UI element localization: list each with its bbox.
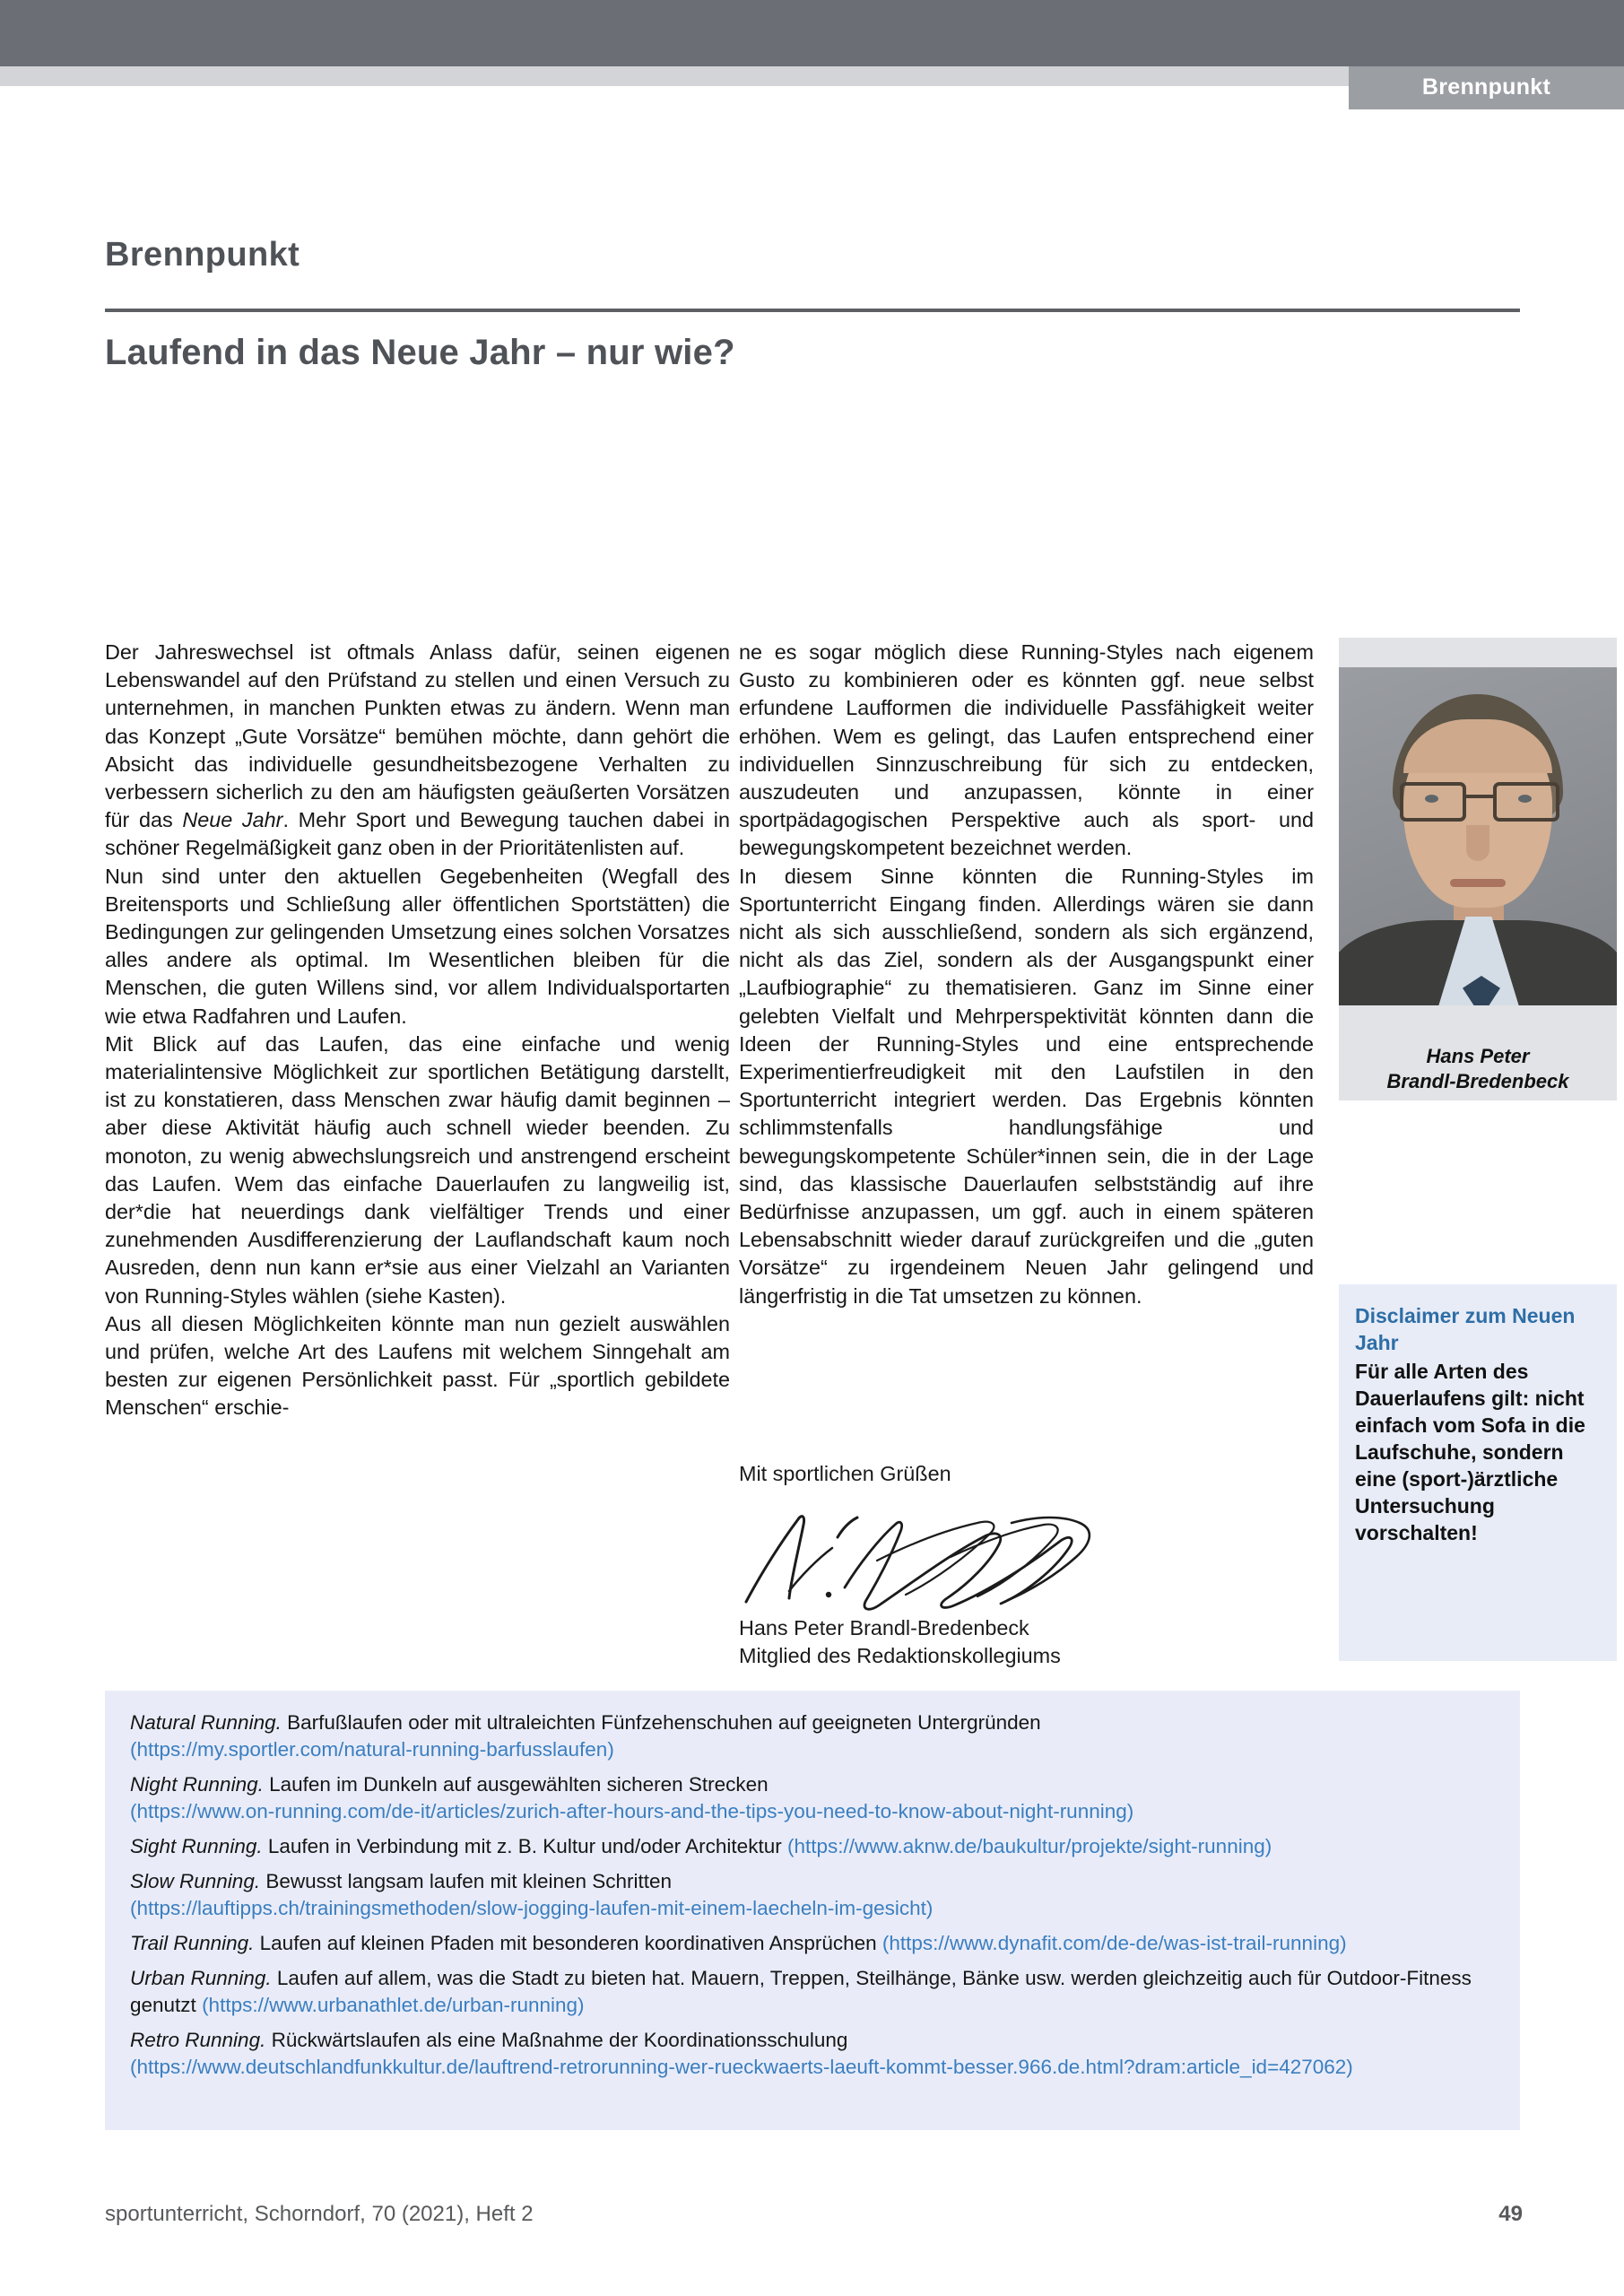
running-style-url[interactable]: (https://www.urbanathlet.de/urban-running)	[202, 1994, 585, 2016]
author-role: Mitglied des Redaktionskollegiums	[739, 1644, 1061, 1668]
title-divider	[105, 309, 1520, 312]
author-photo	[1339, 667, 1617, 1005]
disclaimer-text: Für alle Arten des Dauerlaufens gilt: nicht einfach vom Sofa in die Laufschuhe, sondern eine (sport-)ärztliche Untersuchung vorschalten!	[1355, 1360, 1585, 1544]
paragraph: In diesem Sinne könnten die Running-Styles im Sportunterricht Eingang finden. Allerdings wären sie dann nicht als sich ausschließend, sondern als sich ergänzend, nicht als das Ziel, sondern als der Ausgangspunkt einer „Laufbiographie“ zu thematisieren. Ganz im Sinne einer gelebten Vielfalt und Mehrperspektivität könnten dann die Ideen der Running-Styles und eine entsprechende Experimentierfreudigkeit mit den Laufstilen in den Sportunterricht integriert werden. Das Ergebnis könnten schlimmstenfalls handlungsfähige und bewegungskompetente Schüler*innen sein, die in der Lage sind, das klassische Dauerlaufen selbstständig auf ihre Bedürfnisse anzupassen, um ggf. auch in einem späteren Lebensabschnitt wieder darauf zurückgreifen und die „guten Vorsätze“ zu irgendeinem Neuen Jahr gelingend und längerfristig in die Tat umsetzen zu können.	[739, 864, 1314, 1308]
running-style-entry	[130, 1930, 1509, 1957]
running-style-url[interactable]: (https://my.sportler.com/natural-running-barfusslaufen)	[130, 1738, 614, 1761]
running-head-label: Brennpunkt	[1349, 66, 1624, 109]
running-style-url[interactable]: (https://www.aknw.de/baukultur/projekte/sight-running)	[786, 1835, 1272, 1857]
signoff-greeting: Mit sportlichen Grüßen	[739, 1462, 951, 1485]
running-style-entry	[130, 1868, 1509, 1922]
running-style-url[interactable]: (https://www.dynafit.com/de-de/was-ist-trail-running)	[881, 1932, 1347, 1954]
disclaimer-content	[1355, 1302, 1602, 1546]
body-column-middle	[739, 639, 1314, 1310]
glasses-icon	[1396, 782, 1563, 823]
running-styles-list	[130, 1709, 1509, 2089]
photo-caption	[1339, 1044, 1617, 1094]
signature-image	[743, 1505, 1137, 1617]
signoff-name-block	[739, 1614, 1314, 1670]
running-style-entry	[130, 1709, 1509, 1763]
running-style-name: Retro Running.	[130, 2029, 266, 2051]
running-style-description: Bewusst langsam laufen mit kleinen Schritten	[260, 1870, 673, 1892]
running-style-entry	[130, 2027, 1509, 2081]
paragraph: Der Jahreswechsel ist oftmals Anlass dafür, seinen eigenen Lebenswandel auf den Prüfstand zu stellen und einen Versuch zu unternehmen, in manchen Punkten etwas zu ändern. Wenn man das Konzept „Gute Vorsätze“ bemühen möchte, dann gehört die Absicht das individuelle gesundheitsbezogene Verhalten zu verbessern sicherlich zu den am häufigsten geäußerten Vorsätzen für das Neue Jahr. Mehr Sport und Bewegung tauchen dabei in schöner Regelmäßigkeit ganz oben in der Prioritätenlisten auf.	[105, 640, 731, 860]
paragraph: Mit Blick auf das Laufen, das eine einfache und wenig materialintensive Möglichkeit zur sportlichen Betätigung darstellt, ist zu konstatieren, dass Menschen zwar häufig damit beginnen – aber diese Aktivität häufig auch schnell wieder beenden. Zu monoton, zu wenig abwechslungsreich und anstrengend erscheint das Laufen. Wem das einfache Dauerlaufen zu langweilig ist, der*die hat neuerdings dank vielfältiger Trends und einer zunehmenden Ausdifferenzierung der Lauflandschaft kaum noch Ausreden, denn nun kann er*sie aus einer Vielzahl an Varianten von Running-Styles wählen (siehe Kasten).	[105, 1031, 730, 1308]
paragraph: Aus all diesen Möglichkeiten könnte man nun gezielt auswählen und prüfen, welche Art des Laufens mit welchem Sinngehalt am besten zur eigenen Persönlichkeit passt. Für „sportlich gebildete Menschen“ erschie-	[105, 1311, 730, 1420]
section-title: Brennpunkt	[105, 236, 300, 274]
disclaimer-title: Disclaimer zum Neuen Jahr	[1355, 1304, 1576, 1354]
paragraph: Nun sind unter den aktuellen Gegebenheiten (Wegfall des Breitensports und Schließung aller öffentlichen Sportstätten) die Bedingungen zur gelingenden Umsetzung eines solchen Vorsatzes alles andere als optimal. Im Wesentlichen bleiben für die Menschen, die guten Willens sind, vor allem Individualsportarten wie etwa Radfahren und Laufen.	[105, 864, 730, 1028]
running-style-description: Laufen auf allem, was die Stadt zu bieten hat. Mauern, Treppen, Steilhänge, Bänke usw. werden gleichzeitig auch für Outdoor-Fitness genutzt	[130, 1967, 1472, 2016]
running-style-name: Urban Running.	[130, 1967, 272, 1989]
running-style-url[interactable]: (https://lauftipps.ch/trainingsmethoden/slow-jogging-laufen-mit-einem-laecheln-im-gesicht)	[130, 1897, 934, 1919]
running-style-entry	[130, 1965, 1509, 2019]
running-style-description: Barfußlaufen oder mit ultraleichten Fünfzehenschuhen auf geeigneten Untergründen	[281, 1711, 1041, 1734]
running-style-name: Trail Running.	[130, 1932, 255, 1954]
running-style-entry	[130, 1771, 1509, 1825]
running-style-description: Laufen auf kleinen Pfaden mit besonderen koordinativen Ansprüchen	[254, 1932, 882, 1954]
page-number: 49	[1498, 2202, 1523, 2226]
running-style-name: Slow Running.	[130, 1870, 261, 1892]
running-style-url[interactable]: (https://www.on-running.com/de-it/articles/zurich-after-hours-and-the-tips-you-need-to-know-about-night-running)	[130, 1800, 1134, 1822]
italic-phrase: Neue Jahr	[182, 808, 283, 832]
photo-caption-line1: Hans Peter	[1426, 1045, 1530, 1067]
running-style-description: Laufen im Dunkeln auf ausgewählten sicheren Strecken	[263, 1773, 769, 1796]
page-title: Laufend in das Neue Jahr – nur wie?	[105, 333, 735, 372]
footer-citation: sportunterricht, Schorndorf, 70 (2021), Heft 2	[105, 2202, 534, 2226]
running-style-name: Sight Running.	[130, 1835, 263, 1857]
author-name: Hans Peter Brandl-Bredenbeck	[739, 1616, 1029, 1639]
running-style-name: Night Running.	[130, 1773, 264, 1796]
paragraph: ne es sogar möglich diese Running-Styles nach eigenem Gusto zu kombinieren oder es könnten ggf. neue selbst erfundene Laufformen die individuelle Passfähigkeit weiter erhöhen. Wem es gelingt, das Laufen entsprechend einer individuellen Sinnzuschreibung für sich zu entdecken, auszudeuten und anzupassen, könnte in einer sportpädagogischen Perspektive auch als sport- und bewegungskompetent bezeichnet werden.	[739, 640, 1314, 860]
body-column-left	[105, 639, 730, 1422]
running-style-description: Laufen in Verbindung mit z. B. Kultur und/oder Architektur	[262, 1835, 787, 1857]
running-style-name: Natural Running.	[130, 1711, 282, 1734]
running-style-entry	[130, 1833, 1509, 1860]
running-style-description: Rückwärtslaufen als eine Maßnahme der Koordinationsschulung	[265, 2029, 848, 2051]
top-dark-band	[0, 0, 1624, 66]
running-style-url[interactable]: (https://www.deutschlandfunkkultur.de/lauftrend-retrorunning-wer-rueckwaerts-laeuft-kommt-besser.966.de.html?dram:article_id=427062)	[130, 2056, 1353, 2078]
photo-caption-line2: Brandl-Bredenbeck	[1386, 1070, 1569, 1092]
